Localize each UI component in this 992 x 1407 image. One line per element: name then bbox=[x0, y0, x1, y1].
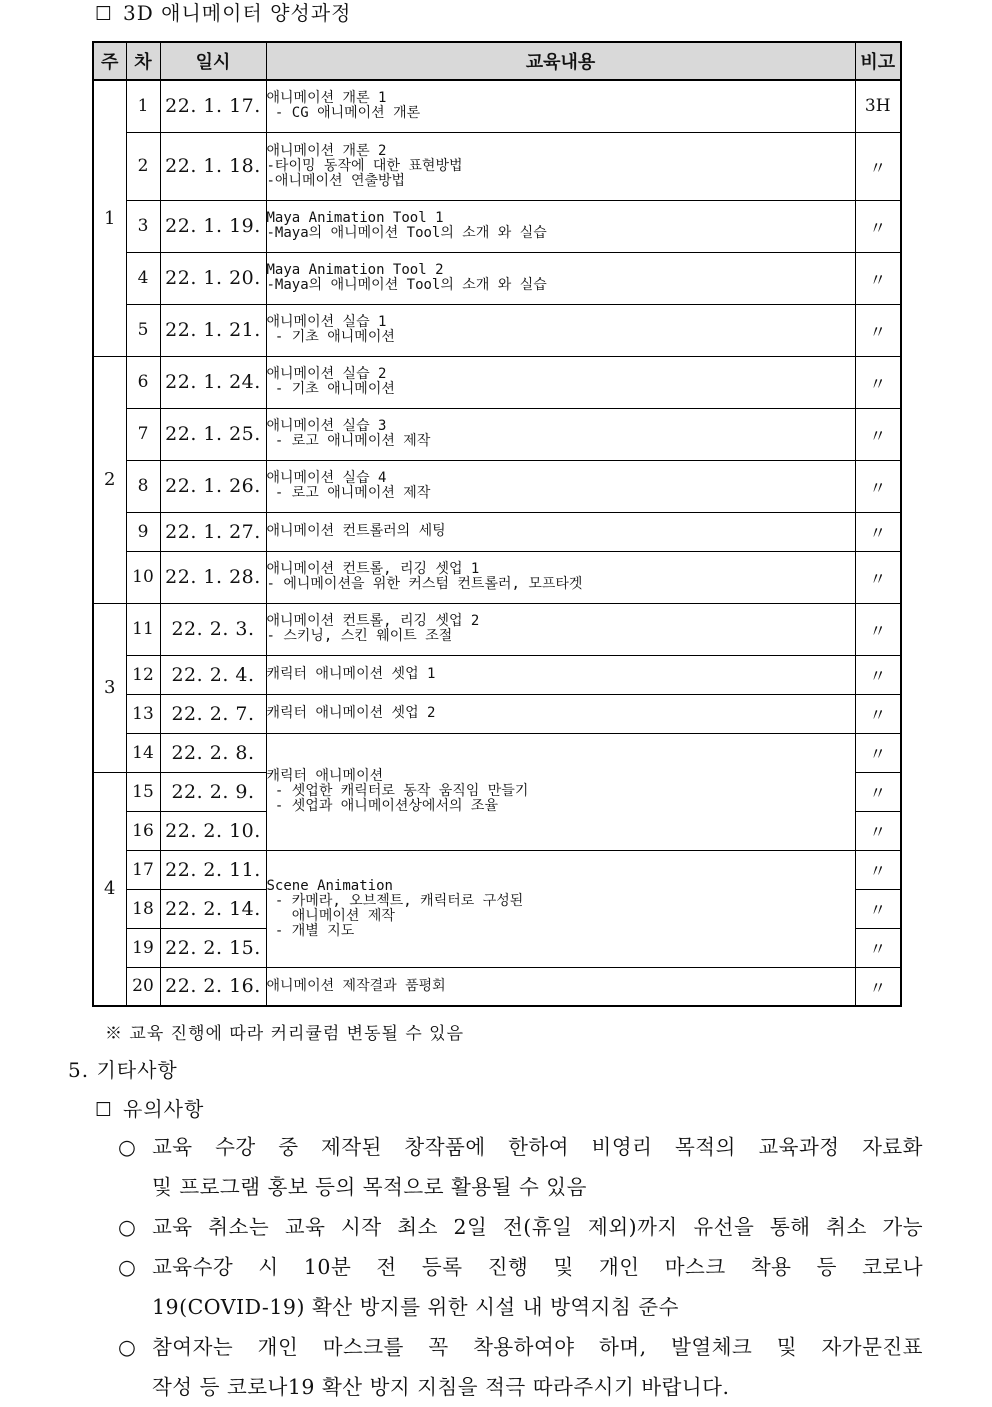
session-note: 〃 bbox=[855, 132, 901, 200]
week-cell: 4 bbox=[93, 772, 126, 1006]
table-row bbox=[93, 80, 901, 132]
header-num: 차 bbox=[126, 42, 160, 80]
session-content bbox=[266, 512, 855, 551]
table-row bbox=[93, 252, 901, 304]
session-date: 22. 2. 3. bbox=[160, 603, 266, 655]
content-line: 캐릭터 애니메이션 bbox=[266, 768, 384, 784]
circle-bullet-icon: ○ bbox=[118, 1255, 137, 1279]
session-content bbox=[266, 80, 855, 132]
notice-item bbox=[118, 1207, 923, 1247]
checkbox-icon: ☐ bbox=[95, 1099, 114, 1121]
header-note: 비고 bbox=[855, 42, 901, 80]
session-date: 22. 1. 27. bbox=[160, 512, 266, 551]
session-note: 〃 bbox=[855, 551, 901, 603]
session-number: 10 bbox=[126, 551, 160, 603]
notice-text-continued: 19(COVID-19) 확산 방지를 위한 시설 내 방역지침 준수 bbox=[152, 1295, 679, 1319]
header-content: 교육내용 bbox=[266, 42, 855, 80]
session-content bbox=[266, 304, 855, 356]
session-content bbox=[266, 733, 855, 850]
content-line: 애니메이션 실습 3 bbox=[266, 418, 387, 434]
session-content bbox=[266, 850, 855, 967]
session-number: 19 bbox=[126, 928, 160, 967]
content-line: -Maya의 애니메이션 Tool의 소개 와 실습 bbox=[266, 225, 547, 241]
content-line: 애니메이션 제작결과 품평회 bbox=[266, 977, 446, 994]
session-note: 〃 bbox=[855, 603, 901, 655]
content-line: 애니메이션 제작 bbox=[266, 907, 395, 924]
session-date: 22. 2. 10. bbox=[160, 811, 266, 850]
session-content bbox=[266, 603, 855, 655]
session-date: 22. 2. 15. bbox=[160, 928, 266, 967]
content-line: - 기초 애니메이션 bbox=[266, 381, 395, 397]
session-date: 22. 2. 8. bbox=[160, 733, 266, 772]
session-note: 〃 bbox=[855, 655, 901, 694]
session-date: 22. 1. 18. bbox=[160, 132, 266, 200]
session-date: 22. 1. 28. bbox=[160, 551, 266, 603]
content-line: - 셋업한 캐릭터로 동작 움직임 만들기 bbox=[266, 783, 529, 799]
session-note: 〃 bbox=[855, 408, 901, 460]
notice-text: 교육수강 시 10분 전 등록 진행 및 개인 마스크 착용 등 코로나 bbox=[152, 1255, 923, 1279]
session-number: 6 bbox=[126, 356, 160, 408]
session-date: 22. 2. 9. bbox=[160, 772, 266, 811]
table-row bbox=[93, 132, 901, 200]
section-heading bbox=[95, 0, 351, 26]
session-date: 22. 2. 7. bbox=[160, 694, 266, 733]
session-number: 18 bbox=[126, 889, 160, 928]
section-title: 5. 기타사항 bbox=[68, 1058, 178, 1082]
session-content bbox=[266, 460, 855, 512]
session-note: 〃 bbox=[855, 772, 901, 811]
week-cell: 3 bbox=[93, 603, 126, 772]
table-row bbox=[93, 694, 901, 733]
content-line: 캐릭터 애니메이션 셋업 2 bbox=[266, 705, 436, 721]
session-note: 〃 bbox=[855, 733, 901, 772]
session-date: 22. 1. 24. bbox=[160, 356, 266, 408]
session-date: 22. 2. 14. bbox=[160, 889, 266, 928]
content-line: - 로고 애니메이션 제작 bbox=[266, 433, 431, 449]
content-line: 애니메이션 컨트롤, 리깅 셋업 2 bbox=[266, 613, 480, 629]
session-note: 〃 bbox=[855, 967, 901, 1006]
session-number: 3 bbox=[126, 200, 160, 252]
session-note: 〃 bbox=[855, 928, 901, 967]
session-note: 〃 bbox=[855, 252, 901, 304]
session-note: 〃 bbox=[855, 811, 901, 850]
session-number: 9 bbox=[126, 512, 160, 551]
session-number: 12 bbox=[126, 655, 160, 694]
session-note: 3H bbox=[855, 80, 901, 132]
session-number: 13 bbox=[126, 694, 160, 733]
table-row bbox=[93, 655, 901, 694]
content-line: -타이밍 동작에 대한 표현방법 bbox=[266, 157, 463, 174]
table-row bbox=[93, 733, 901, 772]
session-date: 22. 1. 20. bbox=[160, 252, 266, 304]
table-row bbox=[93, 551, 901, 603]
content-line: - CG 애니메이션 개론 bbox=[266, 105, 421, 122]
session-note: 〃 bbox=[855, 356, 901, 408]
notice-item bbox=[118, 1247, 923, 1287]
content-line: - 에니메이션을 위한 커스텀 컨트롤러, 모프타겟 bbox=[266, 576, 583, 592]
week-cell: 2 bbox=[93, 356, 126, 603]
session-note: 〃 bbox=[855, 850, 901, 889]
content-line: - 스키닝, 스킨 웨이트 조절 bbox=[266, 628, 453, 644]
session-content bbox=[266, 252, 855, 304]
content-line: - 카메라, 오브젝트, 캐릭터로 구성된 bbox=[266, 892, 524, 909]
session-content bbox=[266, 694, 855, 733]
header-date: 일시 bbox=[160, 42, 266, 80]
session-content bbox=[266, 551, 855, 603]
session-number: 15 bbox=[126, 772, 160, 811]
content-line: 애니메이션 개론 2 bbox=[266, 142, 387, 159]
notice-text: 교육 취소는 교육 시작 최소 2일 전(휴일 제외)까지 유선을 통해 취소 가능 bbox=[152, 1215, 923, 1239]
session-date: 22. 2. 4. bbox=[160, 655, 266, 694]
session-number: 7 bbox=[126, 408, 160, 460]
circle-bullet-icon: ○ bbox=[118, 1335, 137, 1359]
table-row bbox=[93, 200, 901, 252]
session-content bbox=[266, 967, 855, 1006]
session-date: 22. 2. 11. bbox=[160, 850, 266, 889]
session-note: 〃 bbox=[855, 512, 901, 551]
session-note: 〃 bbox=[855, 200, 901, 252]
table-row bbox=[93, 408, 901, 460]
checkbox-icon: ☐ bbox=[95, 3, 114, 25]
session-note: 〃 bbox=[855, 304, 901, 356]
content-line: 애니메이션 실습 1 bbox=[266, 314, 387, 330]
session-date: 22. 1. 21. bbox=[160, 304, 266, 356]
circle-bullet-icon: ○ bbox=[118, 1215, 137, 1239]
session-date: 22. 1. 26. bbox=[160, 460, 266, 512]
curriculum-table bbox=[92, 41, 902, 1007]
session-number: 14 bbox=[126, 733, 160, 772]
content-line: 애니메이션 개론 1 bbox=[266, 90, 387, 107]
content-line: -애니메이션 연출방법 bbox=[266, 172, 406, 189]
header-week: 주 bbox=[93, 42, 126, 80]
table-row bbox=[93, 356, 901, 408]
notice-text: 참여자는 개인 마스크를 꼭 착용하여야 하며, 발열체크 및 자가문진표 bbox=[152, 1335, 923, 1359]
content-line: - 개별 지도 bbox=[266, 922, 355, 939]
notice-text-continued: 작성 등 코로나19 확산 방지 지침을 적극 따라주시기 바랍니다. bbox=[152, 1375, 730, 1399]
heading-title: 3D 애니메이터 양성과정 bbox=[123, 1, 352, 25]
session-date: 22. 1. 17. bbox=[160, 80, 266, 132]
table-row bbox=[93, 603, 901, 655]
curriculum-footnote: ※ 교육 진행에 따라 커리큘럼 변동될 수 있음 bbox=[105, 1024, 465, 1044]
content-line: -Maya의 애니메이션 Tool의 소개 와 실습 bbox=[266, 277, 547, 293]
session-number: 5 bbox=[126, 304, 160, 356]
content-line: 캐릭터 애니메이션 셋업 1 bbox=[266, 666, 436, 682]
session-number: 17 bbox=[126, 850, 160, 889]
week-cell: 1 bbox=[93, 80, 126, 356]
table-row bbox=[93, 460, 901, 512]
table-row bbox=[93, 304, 901, 356]
session-note: 〃 bbox=[855, 460, 901, 512]
session-number: 8 bbox=[126, 460, 160, 512]
content-line: 애니메이션 컨트롤, 리깅 셋업 1 bbox=[266, 561, 480, 577]
content-line: Maya Animation Tool 2 bbox=[266, 262, 444, 278]
notice-text-continued: 및 프로그램 홍보 등의 목적으로 활용될 수 있음 bbox=[152, 1175, 587, 1199]
table-row bbox=[93, 850, 901, 889]
session-note: 〃 bbox=[855, 694, 901, 733]
content-line: 애니메이션 컨트롤러의 세팅 bbox=[266, 523, 446, 539]
session-number: 20 bbox=[126, 967, 160, 1006]
session-number: 2 bbox=[126, 132, 160, 200]
content-line: Maya Animation Tool 1 bbox=[266, 210, 444, 226]
circle-bullet-icon: ○ bbox=[118, 1135, 137, 1159]
notice-text: 교육 수강 중 제작된 창작품에 한하여 비영리 목적의 교육과정 자료화 bbox=[152, 1135, 923, 1159]
session-number: 16 bbox=[126, 811, 160, 850]
session-number: 4 bbox=[126, 252, 160, 304]
table-header-row bbox=[93, 42, 901, 80]
content-line: - 셋업과 애니메이션상에서의 조율 bbox=[266, 798, 498, 814]
subsection-title bbox=[95, 1093, 204, 1122]
session-note: 〃 bbox=[855, 889, 901, 928]
session-content bbox=[266, 408, 855, 460]
notice-item bbox=[118, 1127, 923, 1167]
session-number: 1 bbox=[126, 80, 160, 132]
notice-item bbox=[118, 1327, 923, 1367]
content-line: - 기초 애니메이션 bbox=[266, 329, 395, 345]
content-line: - 로고 애니메이션 제작 bbox=[266, 485, 431, 501]
session-date: 22. 1. 25. bbox=[160, 408, 266, 460]
session-content bbox=[266, 356, 855, 408]
session-content bbox=[266, 655, 855, 694]
content-line: Scene Animation bbox=[266, 877, 393, 894]
session-number: 11 bbox=[126, 603, 160, 655]
content-line: 애니메이션 실습 2 bbox=[266, 366, 387, 382]
subsection-label: 유의사항 bbox=[123, 1097, 205, 1121]
table-row bbox=[93, 967, 901, 1006]
session-content bbox=[266, 200, 855, 252]
table-row bbox=[93, 512, 901, 551]
session-date: 22. 2. 16. bbox=[160, 967, 266, 1006]
session-date: 22. 1. 19. bbox=[160, 200, 266, 252]
session-content bbox=[266, 132, 855, 200]
content-line: 애니메이션 실습 4 bbox=[266, 470, 387, 486]
